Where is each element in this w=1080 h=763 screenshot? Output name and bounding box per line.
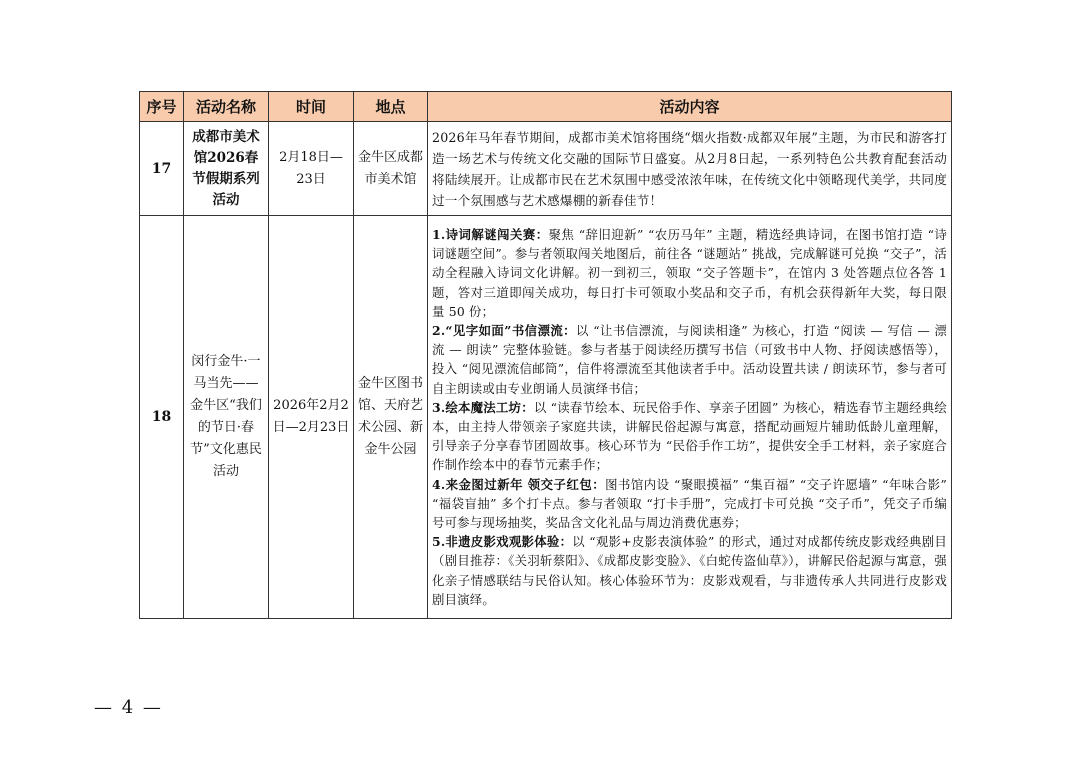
table-header-row bbox=[140, 92, 952, 122]
activity-location: 金牛区图书馆、天府艺术公园、新金牛公园 bbox=[354, 216, 428, 619]
content-item bbox=[432, 475, 947, 533]
content-item bbox=[432, 321, 947, 398]
activity-location: 金牛区成都市美术馆 bbox=[354, 122, 428, 216]
header-time: 时间 bbox=[269, 92, 354, 122]
header-activity-name: 活动名称 bbox=[184, 92, 269, 122]
content-item bbox=[432, 225, 947, 321]
item-title: 3.绘本魔法工坊： bbox=[432, 399, 534, 415]
row-number: 17 bbox=[140, 122, 184, 216]
activity-content: 2026年马年春节期间，成都市美术馆将围绕“烟火指数·成都双年展”主题，为市民和游客打造一场艺术与传统文化交融的国际节日盛宴。从2月8日起，一系列特色公共教育配套活动将陆续展开。让成都市民在艺术氛围中感受浓浓年味，在传统文化中领略现代美学，共同度过一个氛围感与艺术感爆棚的新春佳节！ bbox=[428, 122, 952, 216]
item-text: 以 “让书信漂流，与阅读相逢” 为核心，打造 “阅读 — 写信 — 漂流 — 朗读” 完整体验链。参与者基于阅读经历撰写书信（可致书中人物、抒阅读感悟等），投入 “阅见漂流信邮筒”，信件将漂流至其他读者手中。活动设置共读 / 朗读环节，参与者可自主朗读或由专业朗诵人员演绎书信； bbox=[432, 322, 947, 396]
table-row bbox=[140, 122, 952, 216]
item-title: 1.诗词解谜闯关赛： bbox=[432, 226, 549, 242]
header-location: 地点 bbox=[354, 92, 428, 122]
activity-time: 2026年2月2日—2月23日 bbox=[269, 216, 354, 619]
activity-name: 闵行金牛·一马当先——金牛区“我们的节日·春节”文化惠民活动 bbox=[184, 216, 269, 619]
item-title: 4.来金图过新年 领交子红包： bbox=[432, 476, 606, 492]
item-text: 以 “观影+皮影表演体验” 的形式，通过对成都传统皮影戏经典剧目（剧目推荐：《关羽斩蔡阳》、《成都皮影变脸》、《白蛇传盗仙草》），讲解民俗起源与寓意，强化亲子情感联结与民俗认知。核心体验环节为：皮影戏观看，与非遗传承人共同进行皮影戏剧目演绎。 bbox=[432, 534, 947, 607]
header-content: 活动内容 bbox=[428, 92, 952, 122]
row-number: 18 bbox=[140, 216, 184, 619]
item-title: 2.“见字如面”书信漂流： bbox=[432, 322, 577, 338]
item-text: 图书馆内设 “聚眼摸福” “集百福” “交子许愿墙” “年味合影” “福袋盲抽” 多个打卡点。参与者领取 “打卡手册”，完成打卡可兑换 “交子币”，凭交子币编号可参与现场抽奖，奖品含文化礼品与周边消费优惠券； bbox=[432, 476, 948, 531]
table-row bbox=[140, 216, 952, 619]
item-title: 5.非遗皮影戏观影体验： bbox=[432, 534, 573, 550]
page-number: — 4 — bbox=[94, 697, 163, 718]
activity-time: 2月18日—23日 bbox=[269, 122, 354, 216]
item-text: 聚焦 “辞旧迎新” “农历马年” 主题，精选经典诗词，在图书馆打造 “诗词谜题空间”。参与者领取闯关地图后，前往各 “谜题站” 挑战，完成解谜可兑换 “交子”，活动全程融入诗词文化讲解。初一到初三，领取 “交子答题卡”，在馆内 3 处答题点位各答 1 题，答对三道即闯关成功，每日打卡可领取小奖品和交子币，有机会获得新年大奖，每日限量 50 份； bbox=[432, 226, 947, 319]
item-text: 以 “读春节绘本、玩民俗手作、享亲子团圆” 为核心，精选春节主题经典绘本，由主持人带领亲子家庭共读，讲解民俗起源与寓意，搭配动画短片辅助低龄儿童理解，引导亲子分享春节团圆故事。核心环节为 “民俗手作工坊”，提供安全手工材料，亲子家庭合作制作绘本中的春节元素手作； bbox=[432, 399, 947, 473]
activity-content bbox=[428, 216, 952, 619]
content-item bbox=[432, 398, 947, 475]
content-item bbox=[432, 532, 947, 609]
activity-table bbox=[139, 91, 952, 619]
activity-name: 成都市美术馆2026春节假期系列活动 bbox=[184, 122, 269, 216]
header-number: 序号 bbox=[140, 92, 184, 122]
